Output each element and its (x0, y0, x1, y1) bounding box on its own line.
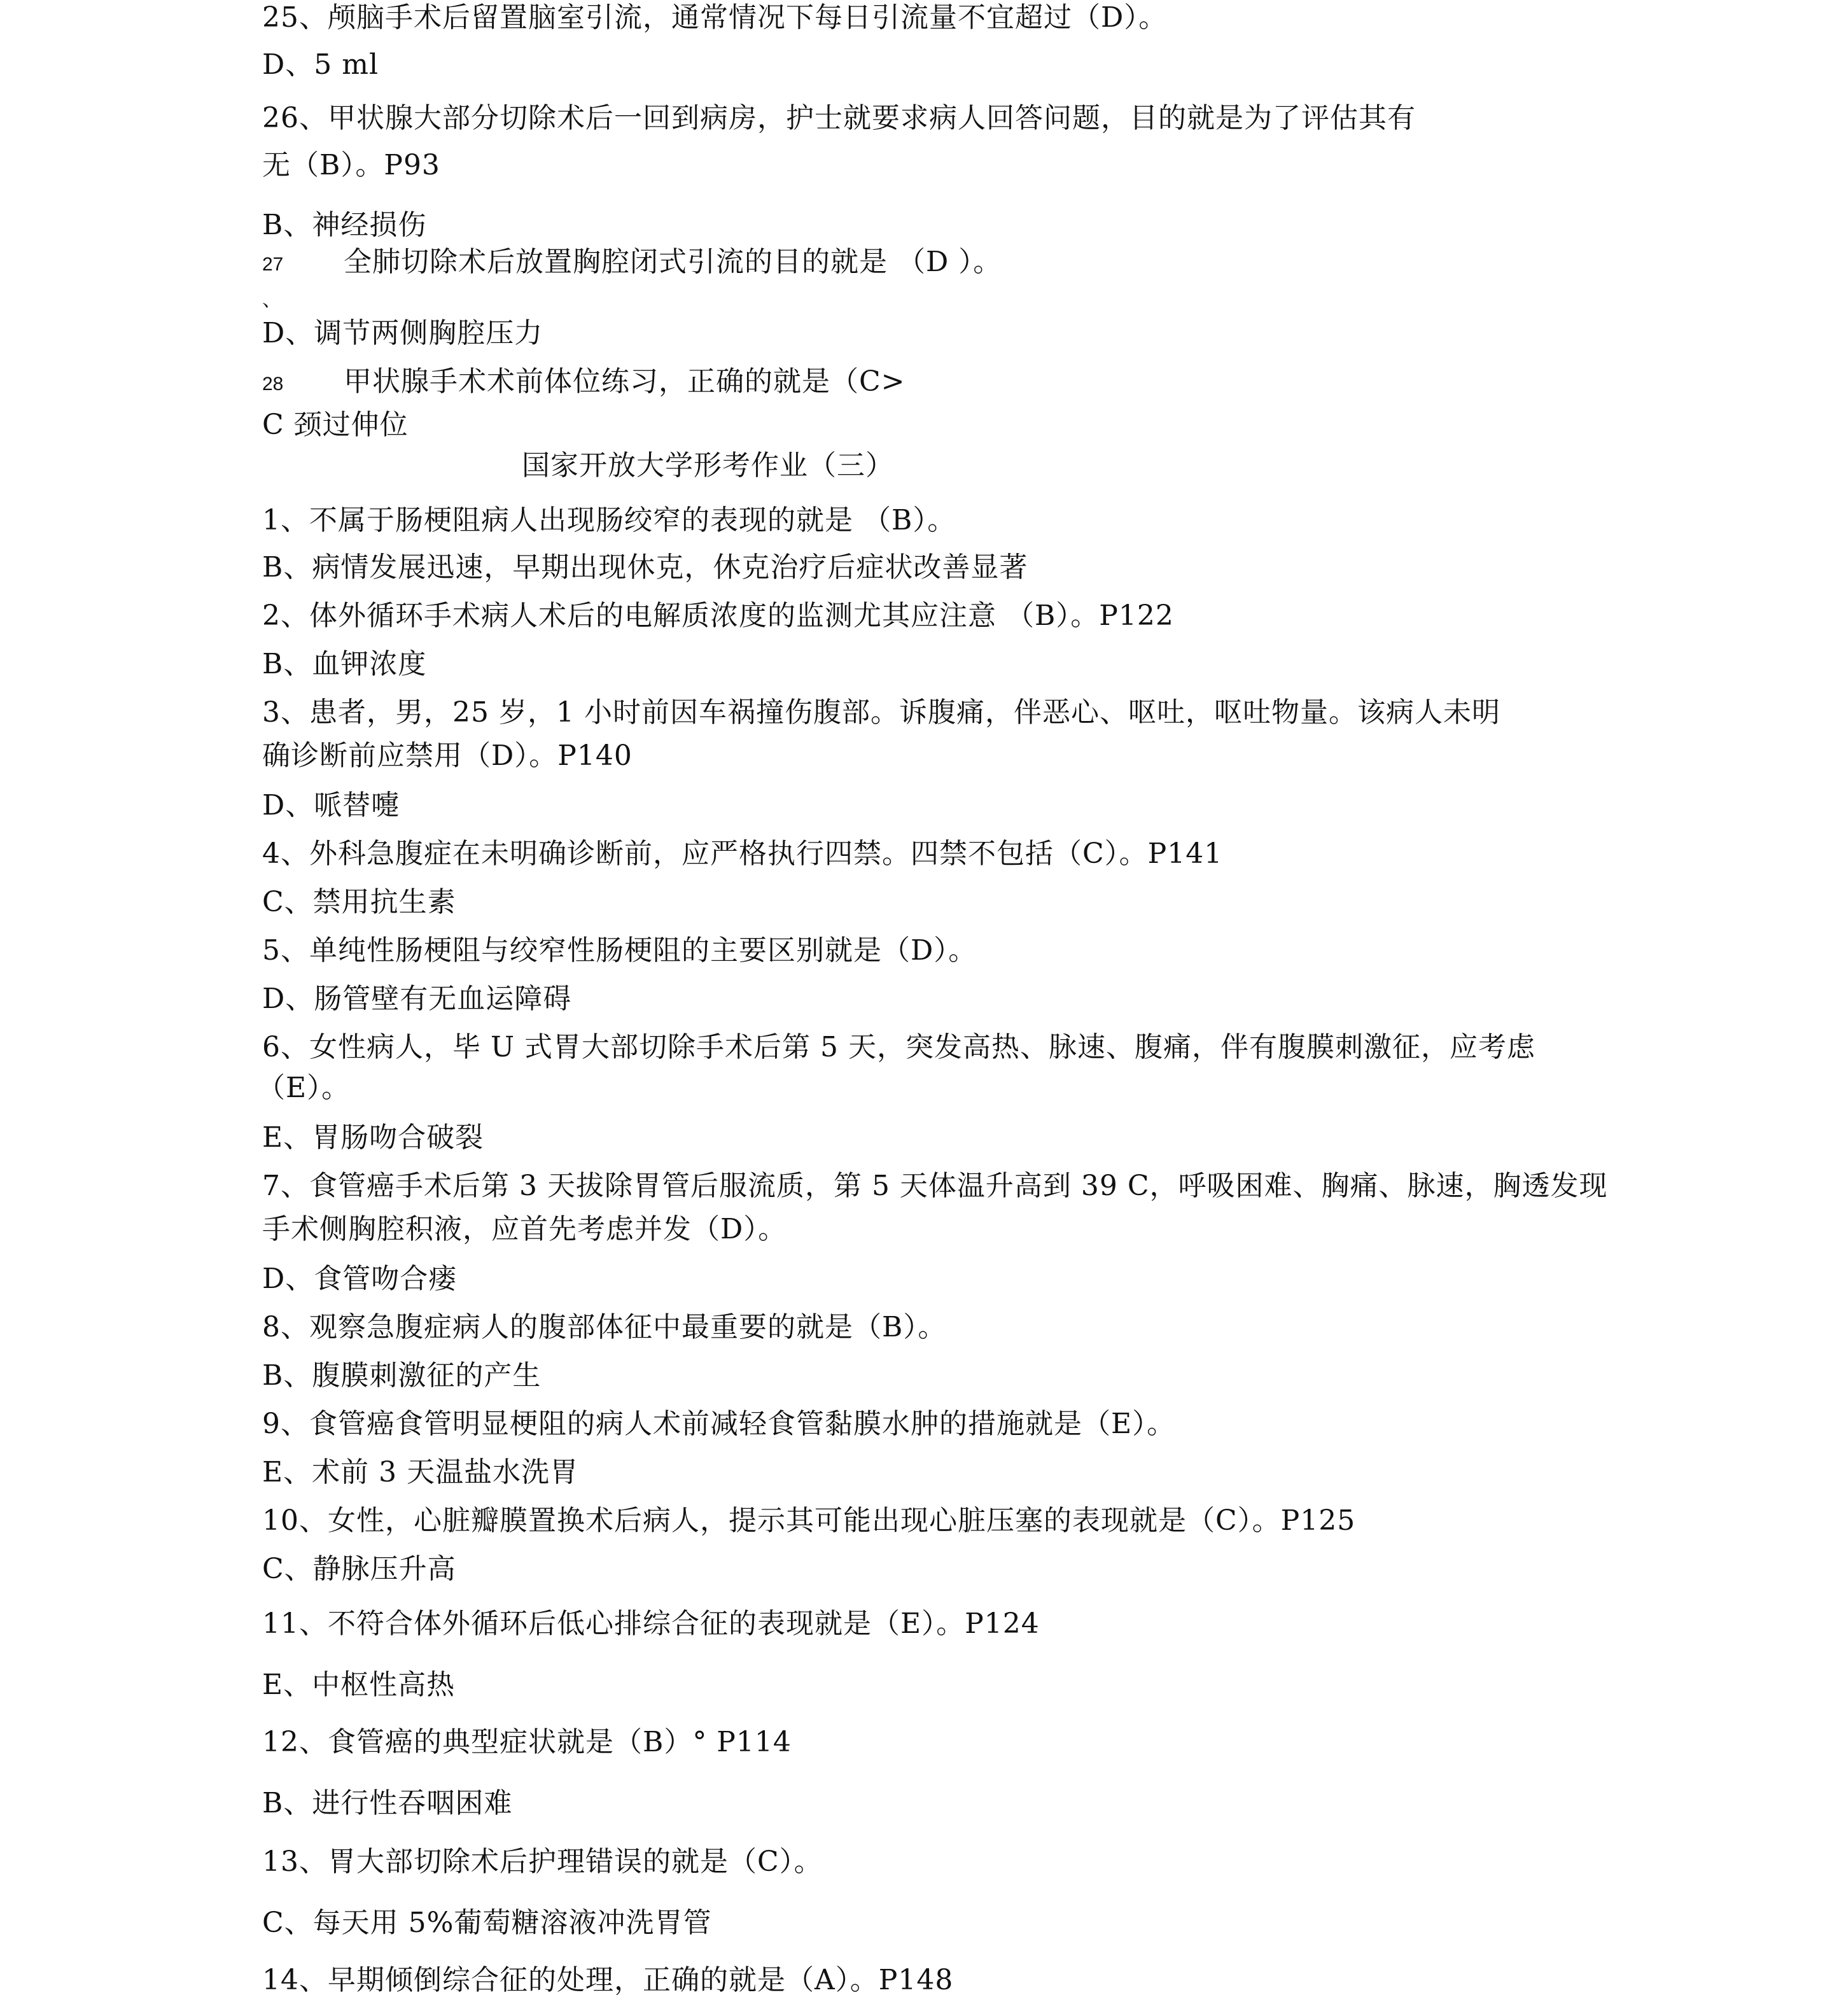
answer-3: D、哌替嚏 (262, 789, 400, 822)
question-13: 13、胃大部切除术后护理错误的就是（C）。 (262, 1845, 823, 1878)
answer-2: B、血钾浓度 (262, 648, 427, 680)
question-14: 14、早期倾倒综合征的处理，正确的就是（A）。P148 (262, 1964, 954, 1996)
question-25: 25、颅脑手术后留置脑室引流，通常情况下每日引流量不宜超过（D）。 (262, 1, 1168, 34)
question-26-line-1: 26、甲状腺大部分切除术后一回到病房，护士就要求病人回答问题，目的就是为了评估其有 (262, 102, 1416, 134)
question-8: 8、观察急腹症病人的腹部体征中最重要的就是（B）。 (262, 1311, 947, 1343)
answer-7: D、食管吻合瘘 (262, 1263, 458, 1295)
question-6-line-2: （E）。 (257, 1072, 351, 1104)
answer-10: C、静脉压升高 (262, 1553, 456, 1585)
answer-13: C、每天用 5%葡萄糖溶液冲洗胃管 (262, 1907, 712, 1939)
answer-1: B、病情发展迅速，早期出现休克，休克治疗后症状改善显著 (262, 551, 1028, 584)
question-27: 全肺切除术后放置胸腔闭式引流的目的就是 （D ）。 (344, 246, 1002, 278)
section-heading: 国家开放大学形考作业（三） (522, 449, 894, 482)
question-27-number: 27 (262, 254, 284, 275)
question-1: 1、不属于肠梗阻病人出现肠绞窄的表现的就是 （B）。 (262, 504, 956, 536)
question-7-line-1: 7、食管癌手术后第 3 天拔除胃管后服流质，第 5 天体温升高到 39 C，呼吸困难、胸痛、脉速，胸透发现 (262, 1170, 1608, 1202)
question-26-line-2: 无（B）。P93 (262, 149, 440, 181)
answer-27: D、调节两侧胸腔压力 (262, 317, 543, 349)
question-10: 10、女性，心脏瓣膜置换术后病人，提示其可能出现心脏压塞的表现就是（C）。P125 (262, 1504, 1356, 1537)
answer-8: B、腹膜刺激征的产生 (262, 1359, 542, 1392)
question-4: 4、外科急腹症在未明确诊断前，应严格执行四禁。四禁不包括（C）。P141 (262, 837, 1223, 870)
answer-25: D、5 ml (262, 48, 379, 81)
question-11: 11、不符合体外循环后低心排综合征的表现就是（E）。P124 (262, 1607, 1040, 1640)
answer-4: C、禁用抗生素 (262, 886, 456, 918)
question-27-mark: 、 (262, 290, 281, 311)
question-5: 5、单纯性肠梗阻与绞窄性肠梗阻的主要区别就是（D）。 (262, 934, 977, 967)
answer-28: C 颈过伸位 (262, 409, 409, 441)
question-3-line-1: 3、患者，男，25 岁，1 小时前因车祸撞伤腹部。诉腹痛，伴恶心、呕吐，呕吐物量。该病人未明 (262, 696, 1500, 729)
answer-6: E、胃肠吻合破裂 (262, 1121, 484, 1154)
answer-5: D、肠管壁有无血运障碍 (262, 983, 572, 1015)
question-28: 甲状腺手术术前体位练习，正确的就是（C> (344, 365, 906, 398)
answer-12: B、进行性吞咽困难 (262, 1787, 513, 1819)
question-12: 12、食管癌的典型症状就是（B）° P114 (262, 1726, 792, 1758)
answer-9: E、术前 3 天温盐水洗胃 (262, 1456, 579, 1488)
question-9: 9、食管癌食管明显梗阻的病人术前减轻食管黏膜水肿的措施就是（E）。 (262, 1408, 1176, 1440)
question-6-line-1: 6、女性病人，毕 U 式胃大部切除手术后第 5 天，突发高热、脉速、腹痛，伴有腹膜刺激征，应考虑 (262, 1031, 1536, 1063)
question-2: 2、体外循环手术病人术后的电解质浓度的监测尤其应注意 （B）。P122 (262, 599, 1174, 632)
answer-26: B、神经损伤 (262, 209, 427, 241)
question-3-line-2: 确诊断前应禁用（D）。P140 (262, 739, 633, 772)
answer-11: E、中枢性高热 (262, 1669, 456, 1701)
question-7-line-2: 手术侧胸腔积液，应首先考虑并发（D）。 (262, 1213, 787, 1245)
question-28-number: 28 (262, 374, 284, 395)
